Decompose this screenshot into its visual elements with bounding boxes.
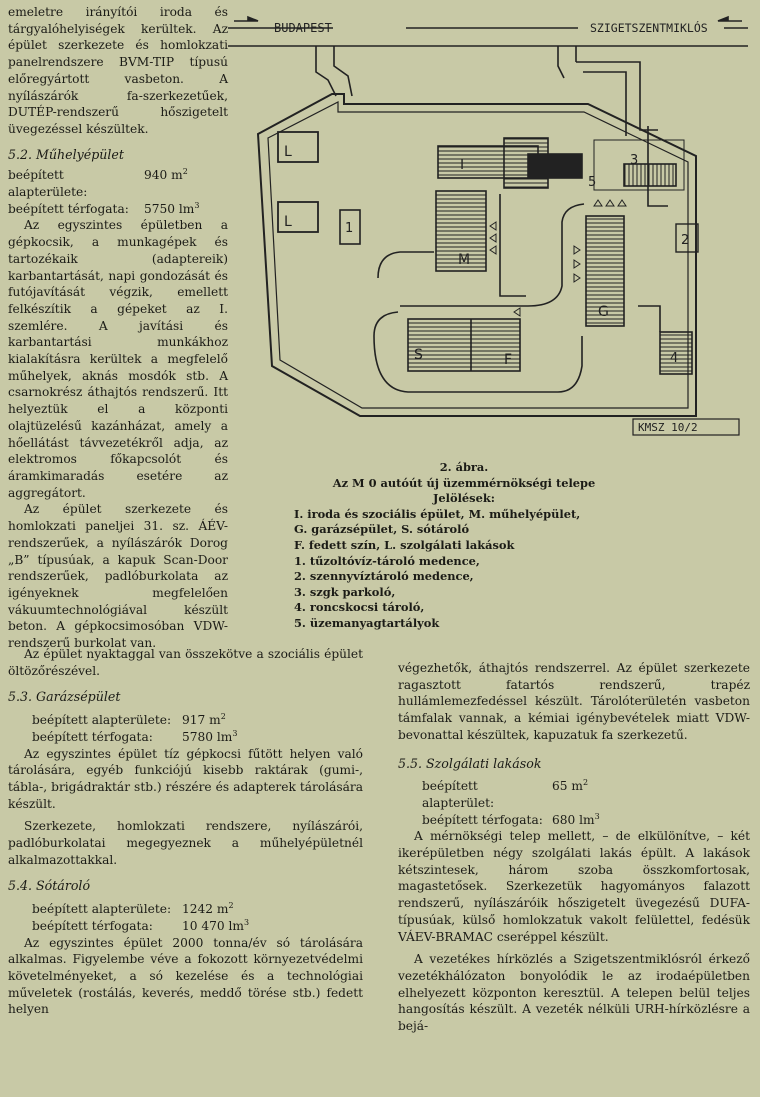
paragraph: Az egyszintes épületben a gépkocsik, a munkagépek és tartozékaik (adaptereik) karbantartását, napi gondozását és futójavítását végzik, emellett felkészítik a gépeket az I. szemlére. A javítási és karbantartási munkákhoz kialakításra kerültek a megfelelő műhelyek, aknás mosdók stb. A csarnokrész áthajtós rendszerű. Itt helyeztük el a központi olajtüzelésű kazánházat, amely a hőellátást távvezetékről adja, az elektromos főkapcsolót és áramkimaradás esetére az aggregátort. <box>8 218 228 500</box>
spec-value: 5780 $lm^3$ <box>182 728 238 744</box>
label-2: 2 <box>681 233 690 248</box>
legend-line: I. iroda és szociális épület, M. műhelyépület, <box>294 506 581 521</box>
spec-label: beépített térfogata: <box>8 201 129 216</box>
legend-line: 3. szgk parkoló, <box>294 584 396 599</box>
label-l-2: L <box>284 214 292 230</box>
label-i: I <box>460 157 465 173</box>
spec-row <box>8 712 363 729</box>
legend-line: 1. tűzoltóvíz-tároló medence, <box>294 553 480 568</box>
legend-line: 5. üzemanyagtartályok <box>294 615 440 630</box>
legend-line: F. fedett szín, L. szolgálati lakások <box>294 537 515 552</box>
label-3: 3 <box>630 153 639 168</box>
label-f: F <box>504 352 513 368</box>
paragraph: A mérnökségi telep mellett, – de elkülönítve, – két ikerépületben négy szolgálati lakás épült. A lakások kétszintesek, három szoba összkomfortosak, magastetősek. Szerkezetük hagyományos falazott rendszerű, nyílászáróik hőszigetelt üvegezésű DUFA-típusúak, külső homlokzatuk vakolt felülettel, fedésük VÁEV-BRAMAC cseréppel készült. <box>398 829 750 944</box>
spec-value: 680 $lm^3$ <box>552 811 600 827</box>
lower-left-column <box>8 646 363 1018</box>
intro-paragraph: emeletre irányítói iroda és tárgyalóhelyiségek kerültek. Az épület szerkezete és homlokzati panelrendszere BVM-TIP típusú előregyártott vasbeton. A nyílászárók fa-szerkezetűek, DUTÉP-rendszerű hőszigetelt üvegezéssel készültek. <box>8 5 228 136</box>
spec-value: 5750 $lm^3$ <box>144 200 200 216</box>
paragraph: Szerkezete, homlokzati rendszere, nyílászárói, padlóburkolatai megegyeznek a műhelyépületnél alkalmazottakkal. <box>8 819 363 867</box>
label-4: 4 <box>670 351 679 366</box>
section-heading-5-4: 5.4. Sótároló <box>8 878 91 894</box>
left-column <box>8 4 228 652</box>
spec-label: beépített térfogata: <box>32 729 153 744</box>
paragraph: végezhetők, áthajtós rendszerrel. Az épület szerkezete ragasztott fatartós rendszerű, trapéz hullámlemezfedéssel készült. Tárolóterületén vasbeton támfalak vannak, a kémiai igénybevételek miatt VDW-bevonattal készültek, kapuzatuk fa szerkezetű. <box>398 661 750 742</box>
spec-label: beépített alapterület: <box>422 779 495 810</box>
label-g: G <box>598 304 609 320</box>
label-5: 5 <box>588 175 597 190</box>
label-s: S <box>414 347 423 363</box>
legend-line: 4. roncskocsi tároló, <box>294 600 425 615</box>
label-m: M <box>458 252 471 268</box>
spec-label: beépített alapterülete: <box>8 168 88 200</box>
spec-value: 10 470 $lm^3$ <box>182 917 250 933</box>
spec-row <box>8 167 228 200</box>
section-heading-5-2: 5.2. Műhelyépület <box>8 146 124 162</box>
paragraph: Az épület szerkezete és homlokzati paneljei 31. sz. ÁÉV-rendszerűek, a nyílászárók Dorog „B” típusúak, a kapuk Scan-Door rendszerűek, padlóburkolata az igényeknek megfelelően vákuumtechnológiával készült beton. A gépkocsimosóban VDW-rendszerű burkolat van. <box>8 502 228 651</box>
site-plan-figure <box>228 6 748 446</box>
right-column <box>398 660 750 1035</box>
spec-value: 65 $m^2$ <box>552 778 589 794</box>
spec-row <box>398 812 750 829</box>
paragraph: Az épület nyaktaggal van összekötve a szociális épület öltözőrészével. <box>8 647 363 678</box>
spec-label: beépített térfogata: <box>422 812 543 827</box>
figure-number: 2. ábra. <box>439 460 489 474</box>
spec-label: beépített alapterülete: <box>32 902 172 917</box>
road-label-szigetszentmiklos: SZIGETSZENTMIKLÓS <box>590 21 708 35</box>
spec-row <box>398 778 750 811</box>
paragraph: Az egyszintes épület 2000 tonna/év só tárolására alkalmas. Figyelembe véve a fokozott környezetvédelmi követelményeket, a só kezelése és a technológiai műveletek (rostálás, keverés, meddő törése stb.) fedett helyen <box>8 935 363 1017</box>
label-1: 1 <box>345 221 354 236</box>
spec-value: 917 $m^2$ <box>182 712 226 728</box>
spec-row <box>8 729 363 746</box>
figure-caption <box>294 460 634 632</box>
label-l-1: L <box>284 144 292 160</box>
section-heading-5-3: 5.3. Garázsépület <box>8 689 121 705</box>
spec-label: beépített térfogata: <box>32 918 153 933</box>
legend-heading: Jelölések: <box>433 491 495 506</box>
paragraph: A vezetékes hírközlés a Szigetszentmiklósról érkező vezetékhálózaton bonyolódik le az irodaépületben elhelyezett központon keresztül. A telepen belül teljes hangosítás készült. A vezeték nélküli URH-hírközlésre a bejá- <box>398 952 750 1034</box>
legend-line: 2. szennyvíztároló medence, <box>294 569 474 584</box>
legend-line: G. garázsépület, S. sótároló <box>294 522 470 537</box>
spec-row <box>8 901 363 918</box>
section-heading-5-5: 5.5. Szolgálati lakások <box>398 755 542 771</box>
paragraph: Az egyszintes épület tíz gépkocsi fűtött helyen való tárolására, egyéb funkciójú kisebb raktárak (gumi-, tábla-, brigádraktár stb.) részére és adapterek tárolására készült. <box>8 746 363 811</box>
road-label-budapest: BUDAPEST <box>274 21 332 35</box>
spec-row <box>8 201 228 218</box>
stamp-label: KMSZ 10/2 <box>638 421 698 434</box>
figure-title: Az M 0 autóút új üzemmérnökségi telepe <box>332 475 596 490</box>
site-plan-drawing <box>228 6 748 446</box>
spec-label: beépített alapterülete: <box>32 713 172 728</box>
spec-row <box>8 918 363 935</box>
spec-value: 1242 $m^2$ <box>182 901 234 917</box>
spec-value: 940 $m^2$ <box>144 167 188 183</box>
